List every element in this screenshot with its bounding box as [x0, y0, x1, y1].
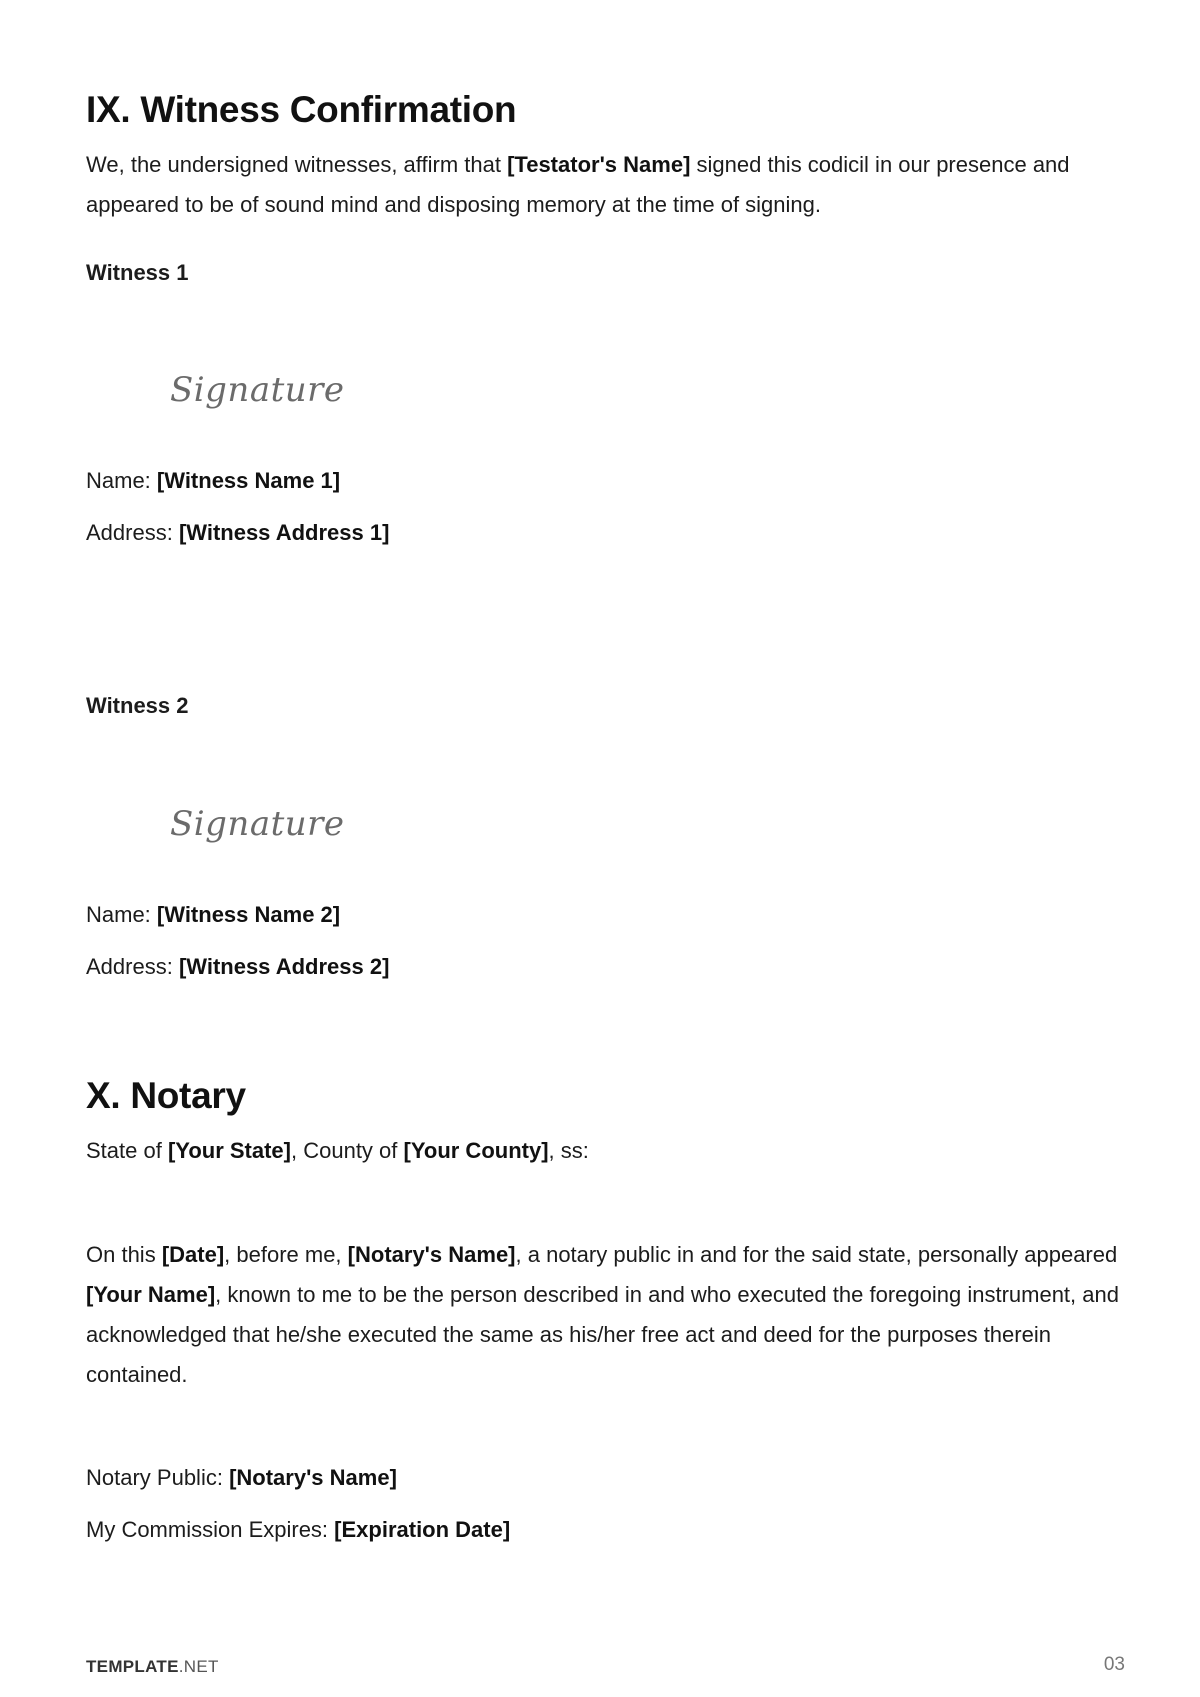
witness-2-name-line	[86, 895, 1126, 935]
address-label: Address:	[86, 954, 179, 979]
name-label: Name:	[86, 902, 157, 927]
witness-2-signature: Signature	[170, 804, 345, 844]
logo-light-text: .NET	[178, 1657, 219, 1676]
section-x-title: X. Notary	[86, 1075, 246, 1116]
notary-public-value: [Notary's Name]	[229, 1465, 397, 1490]
state-placeholder: [Your State]	[167, 1138, 291, 1163]
address-label: Address:	[86, 520, 179, 545]
witness-1-address-value: [Witness Address 1]	[178, 520, 390, 545]
witness-2-address-value: [Witness Address 2]	[178, 954, 390, 979]
testator-name-placeholder: [Testator's Name]	[507, 152, 691, 177]
para-text-4: , known to me to be the person described in and who executed the foregoing instrument, and acknowledged that he/she executed the same as his/her free act and deed for the purposes therein contained.	[86, 1282, 1119, 1387]
state-county-line	[86, 1131, 1126, 1171]
expiration-date-value: [Expiration Date]	[334, 1517, 511, 1542]
witness-2-heading: Witness 2	[86, 693, 189, 718]
notary-name-placeholder: [Notary's Name]	[347, 1242, 516, 1267]
name-label: Name:	[86, 468, 157, 493]
commission-expires-line	[86, 1510, 1126, 1550]
page-number: 03	[1103, 1654, 1125, 1675]
para-text-3: , a notary public in and for the said state, personally appeared	[515, 1242, 1118, 1267]
date-placeholder: [Date]	[161, 1242, 225, 1267]
logo-bold-text: TEMPLATE	[86, 1657, 179, 1676]
notary-public-label: Notary Public:	[86, 1465, 230, 1490]
para-text-2: , before me,	[224, 1242, 348, 1267]
your-name-placeholder: [Your Name]	[86, 1282, 216, 1307]
para-text-1: On this	[86, 1242, 162, 1267]
intro-text-2: signed this codicil in our presence and appeared to be of sound mind and disposing memory at the time of signing.	[86, 152, 1070, 217]
ss-label: , ss:	[548, 1138, 589, 1163]
state-label: State of	[86, 1138, 168, 1163]
witness-intro-paragraph	[86, 145, 1136, 225]
commission-label: My Commission Expires:	[86, 1517, 335, 1542]
footer-logo	[86, 1657, 219, 1677]
witness-1-address-line	[86, 513, 1126, 553]
notary-acknowledgment-paragraph	[86, 1235, 1126, 1395]
witness-1-heading: Witness 1	[86, 260, 189, 285]
intro-text-1: We, the undersigned witnesses, affirm that	[86, 152, 508, 177]
witness-1-signature: Signature	[170, 370, 345, 410]
witness-2-address-line	[86, 947, 1126, 987]
county-placeholder: [Your County]	[403, 1138, 549, 1163]
witness-1-name-value: [Witness Name 1]	[156, 468, 341, 493]
county-label: , County of	[291, 1138, 404, 1163]
section-ix-title: IX. Witness Confirmation	[86, 89, 517, 130]
notary-public-line	[86, 1458, 1126, 1498]
witness-2-name-value: [Witness Name 2]	[156, 902, 341, 927]
witness-1-name-line	[86, 461, 1126, 501]
